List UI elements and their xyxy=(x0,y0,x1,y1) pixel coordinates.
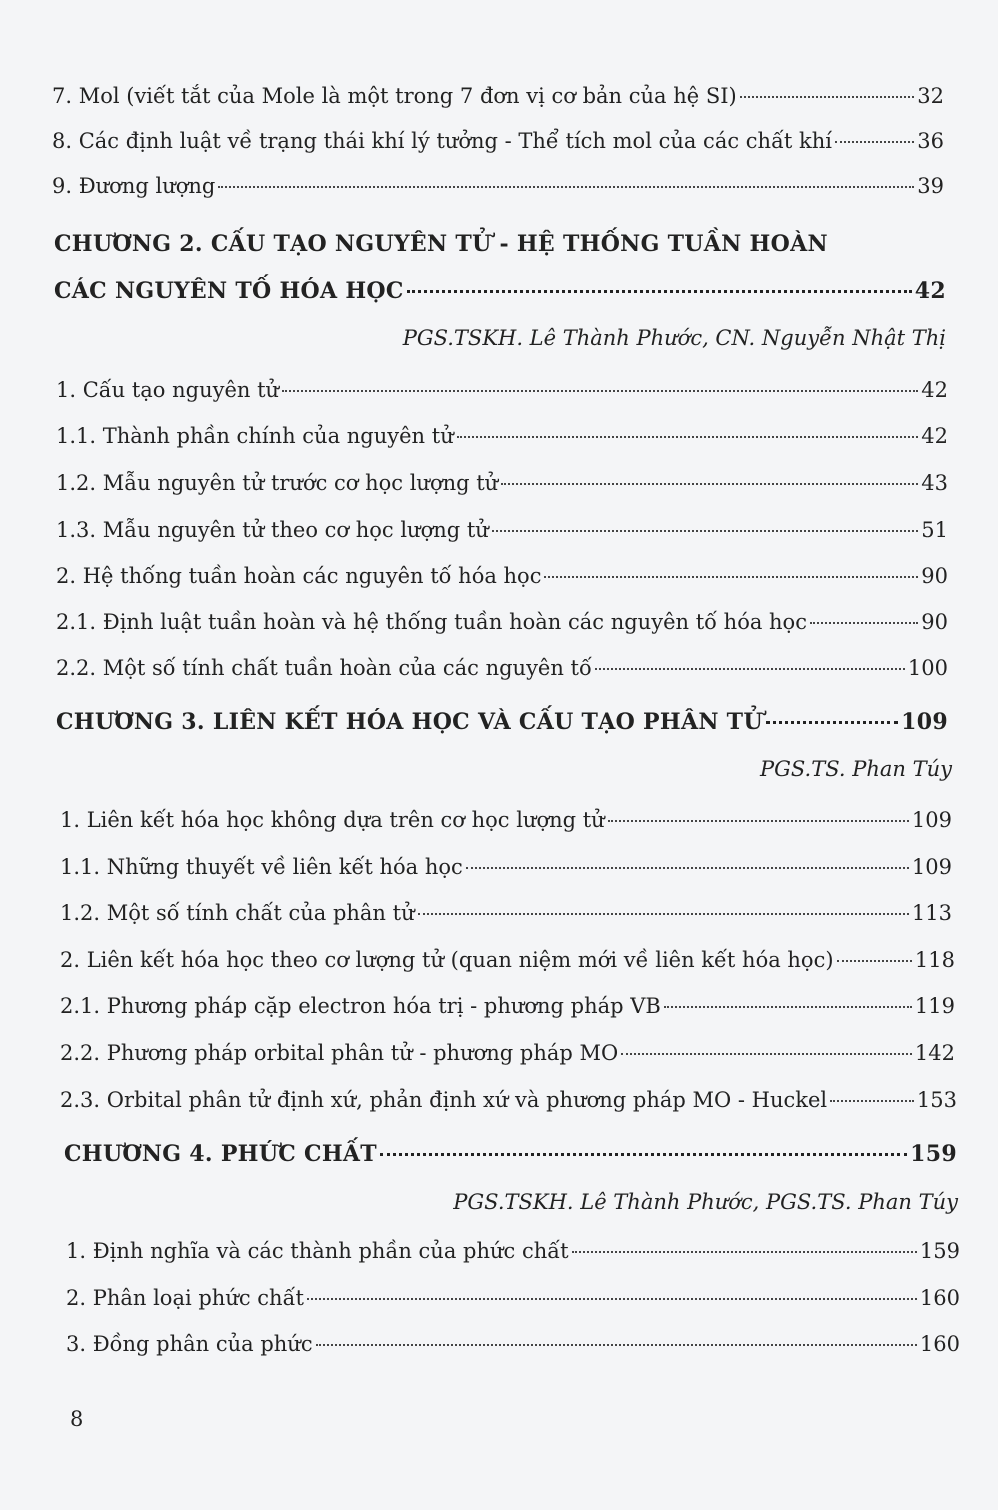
toc-entry xyxy=(60,948,955,972)
entry-page: 90 xyxy=(921,564,948,588)
entry-page: 113 xyxy=(911,901,952,925)
leader-dots xyxy=(544,576,918,578)
leader-dots xyxy=(218,186,914,188)
leader-dots xyxy=(810,622,918,624)
chapter-title-line xyxy=(64,1141,957,1167)
chapter-page: 42 xyxy=(914,278,946,304)
entry-label: 2.3. Orbital phân tử định xứ, phản định xứ và phương pháp MO - Huckel xyxy=(60,1088,828,1112)
leader-dots xyxy=(466,867,909,869)
entry-page: 100 xyxy=(907,656,948,680)
entry-page: 109 xyxy=(911,855,952,879)
entry-page: 109 xyxy=(911,808,952,832)
entry-page: 119 xyxy=(914,994,955,1018)
entry-label: 1.1. Những thuyết về liên kết hóa học xyxy=(60,855,463,879)
entry-page: 160 xyxy=(919,1332,960,1356)
leader-dots xyxy=(316,1344,917,1346)
entry-label: 1. Liên kết hóa học không dựa trên cơ học lượng tử xyxy=(60,808,605,832)
leader-dots xyxy=(835,141,914,143)
chapter-title: CHƯƠNG 4. PHỨC CHẤT xyxy=(64,1141,377,1167)
chapter-title: CHƯƠNG 2. CẤU TẠO NGUYÊN TỬ - HỆ THỐNG TUẦN HOÀN xyxy=(54,231,828,257)
leader-dots xyxy=(572,1251,917,1253)
toc-entry xyxy=(66,1239,960,1263)
chapter-author: PGS.TSKH. Lê Thành Phước, CN. Nguyễn Nhật Thị xyxy=(402,326,946,350)
entry-page: 159 xyxy=(919,1239,960,1263)
entry-label: 2.2. Phương pháp orbital phân tử - phương pháp MO xyxy=(60,1041,619,1065)
leader-dots xyxy=(501,483,918,485)
leader-dots xyxy=(608,820,909,822)
toc-entry xyxy=(56,610,948,634)
entry-page: 153 xyxy=(916,1088,957,1112)
entry-label: 2.1. Phương pháp cặp electron hóa trị - phương pháp VB xyxy=(60,994,661,1018)
leader-dots xyxy=(595,668,905,670)
entry-label: 8. Các định luật về trạng thái khí lý tưởng - Thể tích mol của các chất khí xyxy=(52,129,833,153)
entry-label: 2.2. Một số tính chất tuần hoàn của các nguyên tố xyxy=(56,656,592,680)
entry-label: 1.3. Mẫu nguyên tử theo cơ học lượng tử xyxy=(56,518,489,542)
leader-dots xyxy=(837,960,912,962)
entry-label: 1.1. Thành phần chính của nguyên tử xyxy=(56,424,454,448)
leader-dots xyxy=(380,1153,907,1156)
toc-entry xyxy=(52,84,944,108)
page-number: 8 xyxy=(70,1407,84,1431)
toc-entry xyxy=(60,1088,957,1112)
entry-page: 36 xyxy=(917,129,944,153)
toc-entry xyxy=(66,1332,960,1356)
entry-page: 118 xyxy=(914,948,955,972)
leader-dots xyxy=(621,1053,912,1055)
entry-label: 3. Đồng phân của phức xyxy=(66,1332,313,1356)
leader-dots xyxy=(307,1298,917,1300)
entry-label: 2. Hệ thống tuần hoàn các nguyên tố hóa học xyxy=(56,564,542,588)
entry-page: 42 xyxy=(921,424,948,448)
leader-dots xyxy=(664,1006,912,1008)
toc-entry xyxy=(60,808,952,832)
toc-entry xyxy=(56,564,948,588)
entry-page: 160 xyxy=(919,1286,960,1310)
entry-page: 43 xyxy=(921,471,948,495)
entry-label: 2.1. Định luật tuần hoàn và hệ thống tuần hoàn các nguyên tố hóa học xyxy=(56,610,807,634)
toc-entry xyxy=(52,129,944,153)
entry-label: 7. Mol (viết tắt của Mole là một trong 7 đơn vị cơ bản của hệ SI) xyxy=(52,84,737,108)
leader-dots xyxy=(830,1100,914,1102)
chapter-author: PGS.TSKH. Lê Thành Phước, PGS.TS. Phan Túy xyxy=(453,1190,958,1214)
leader-dots xyxy=(740,96,915,98)
entry-page: 51 xyxy=(921,518,948,542)
entry-label: 2. Liên kết hóa học theo cơ lượng tử (quan niệm mới về liên kết hóa học) xyxy=(60,948,834,972)
entry-label: 1. Định nghĩa và các thành phần của phức chất xyxy=(66,1239,569,1263)
toc-entry xyxy=(66,1286,960,1310)
toc-entry xyxy=(56,518,948,542)
entry-label: 9. Đương lượng xyxy=(52,174,216,198)
toc-entry xyxy=(56,378,948,402)
toc-entry xyxy=(56,424,948,448)
toc-entry xyxy=(60,901,952,925)
toc-entry xyxy=(56,471,948,495)
chapter-page: 109 xyxy=(901,709,948,735)
toc-entry xyxy=(60,855,952,879)
leader-dots xyxy=(407,290,912,293)
chapter-title-cont: CÁC NGUYÊN TỐ HÓA HỌC xyxy=(54,278,404,304)
leader-dots xyxy=(766,721,898,724)
entry-label: 2. Phân loại phức chất xyxy=(66,1286,304,1310)
chapter-page: 159 xyxy=(910,1141,957,1167)
chapter-title-line xyxy=(54,278,946,304)
chapter-author: PGS.TS. Phan Túy xyxy=(760,757,952,781)
entry-page: 39 xyxy=(917,174,944,198)
leader-dots xyxy=(418,913,909,915)
entry-label: 1. Cấu tạo nguyên tử xyxy=(56,378,280,402)
chapter-title: CHƯƠNG 3. LIÊN KẾT HÓA HỌC VÀ CẤU TẠO PHÂN TỬ xyxy=(56,709,763,735)
entry-page: 42 xyxy=(921,378,948,402)
toc-entry xyxy=(60,1041,955,1065)
toc-entry xyxy=(56,656,948,680)
toc-entry xyxy=(60,994,955,1018)
entry-page: 142 xyxy=(914,1041,955,1065)
entry-label: 1.2. Một số tính chất của phân tử xyxy=(60,901,415,925)
chapter-title-line xyxy=(56,709,948,735)
entry-page: 90 xyxy=(921,610,948,634)
leader-dots xyxy=(492,530,918,532)
leader-dots xyxy=(282,390,918,392)
leader-dots xyxy=(457,436,919,438)
entry-label: 1.2. Mẫu nguyên tử trước cơ học lượng tử xyxy=(56,471,499,495)
entry-page: 32 xyxy=(917,84,944,108)
toc-entry xyxy=(52,174,944,198)
